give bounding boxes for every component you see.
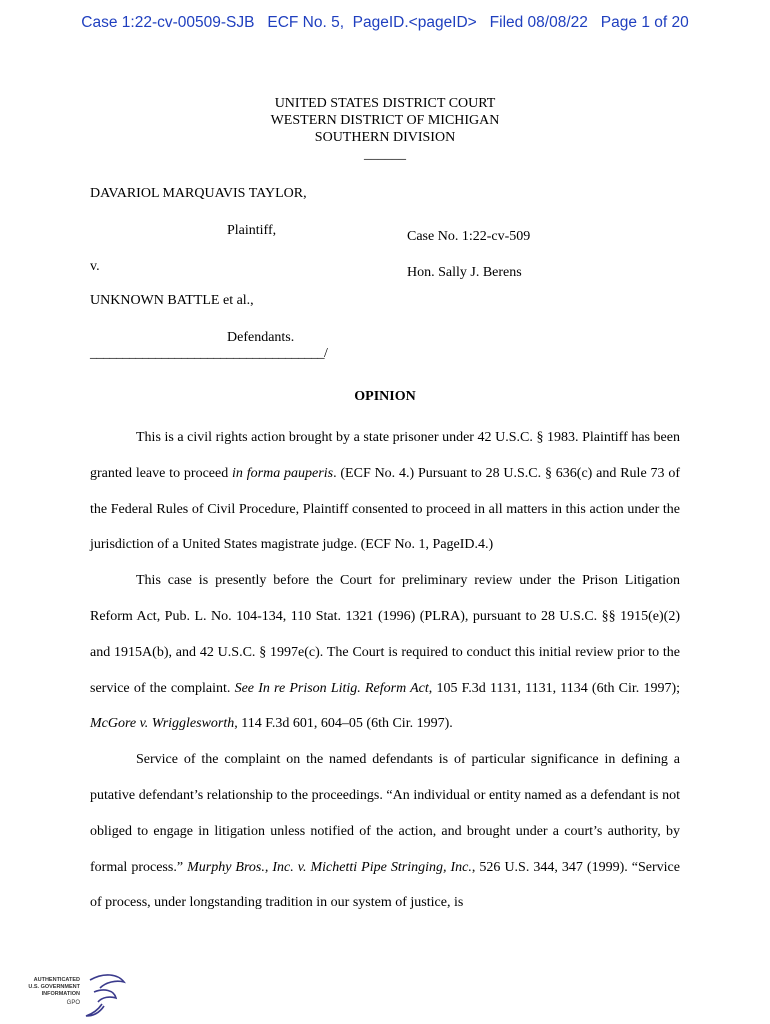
plaintiff-role: Plaintiff, [227,223,277,238]
paragraph-2-citation-1: See In re Prison Litig. Reform Act [234,680,429,696]
opinion-body [90,420,680,921]
court-division: SOUTHERN DIVISION [314,130,456,145]
caption-closing-rule: ____________________________________/ [90,346,328,361]
court-heading [0,95,770,163]
paragraph-1-text-a: This is a civil rights action brought by a state prisoner under 42 U.S.C. § 1983. Plaintiff has been granted leave to proceed [90,430,680,481]
ecf-header-stamp: Case 1:22-cv-00509-SJB ECF No. 5, PageID.<pageID> Filed 08/08/22 Page 1 of 20 [81,14,689,31]
paragraph-3 [90,742,680,921]
paragraph-2-text-c: , 114 F.3d 601, 604–05 (6th Cir. 1997). [234,716,453,732]
paragraph-3-text-b: , 526 U.S. 344, 347 (1999). “Service of process, under longstanding tradition in our system of justice, is [90,859,680,911]
court-district: WESTERN DISTRICT OF MICHIGAN [270,113,500,128]
paragraph-1-text-b: . (ECF No. 4.) Pursuant to 28 U.S.C. § 636(c) and Rule 73 of the Federal Rules of Civil Procedure, Plaintiff consented to proceed in all matters in this action under the jurisdiction of a United States magistrate judge. (ECF No. 1, PageID.4.) [90,465,680,553]
paragraph-2-text-b: , 105 F.3d 1131, 1131, 1134 (6th Cir. 1997); [428,680,680,696]
plaintiff-name: DAVARIOL MARQUAVIS TAYLOR, [90,186,307,201]
defendant-name: UNKNOWN BATTLE et al., [90,293,254,308]
logo-line-1: AUTHENTICATED [33,977,80,983]
logo-line-3: INFORMATION [41,991,80,997]
eagle-icon [86,975,124,1016]
versus: v. [90,259,100,274]
paragraph-2 [90,563,680,742]
paragraph-2-citation-2: McGore v. Wrigglesworth [90,716,235,732]
paragraph-1 [90,420,680,563]
case-number: Case No. 1:22-cv-509 [407,229,531,244]
judge-name: Hon. Sally J. Berens [407,265,522,280]
gpo-authenticated-logo [28,970,134,1018]
logo-line-4: GPO [66,1000,80,1006]
court-name: UNITED STATES DISTRICT COURT [274,96,496,111]
paragraph-3-text-a: Service of the complaint on the named defendants is of particular significance in defining a putative defendant’s relationship to the proceedings. “An individual or entity named as a defendant is not obliged to engage in litigation unless notified of the action, and brought under a court’s authority, by formal process.” [90,752,680,875]
logo-line-2: U.S. GOVERNMENT [28,984,80,990]
heading-rule: ______ [364,147,406,162]
paragraph-1-italic: in forma pauperis [232,465,334,481]
document-title: OPINION [354,389,416,404]
paragraph-2-text-a: This case is presently before the Court for preliminary review under the Prison Litigation Reform Act, Pub. L. No. 104-134, 110 Stat. 1321 (1996) (PLRA), pursuant to 28 U.S.C. §§ 1915(e)(2) and 1915A(b), and 42 U.S.C. § 1997e(c). The Court is required to conduct this initial review prior to the service of the complaint. [90,573,680,696]
defendant-role: Defendants. [227,330,295,345]
paragraph-3-citation: Murphy Bros., Inc. v. Michetti Pipe Stringing, Inc. [187,859,472,875]
